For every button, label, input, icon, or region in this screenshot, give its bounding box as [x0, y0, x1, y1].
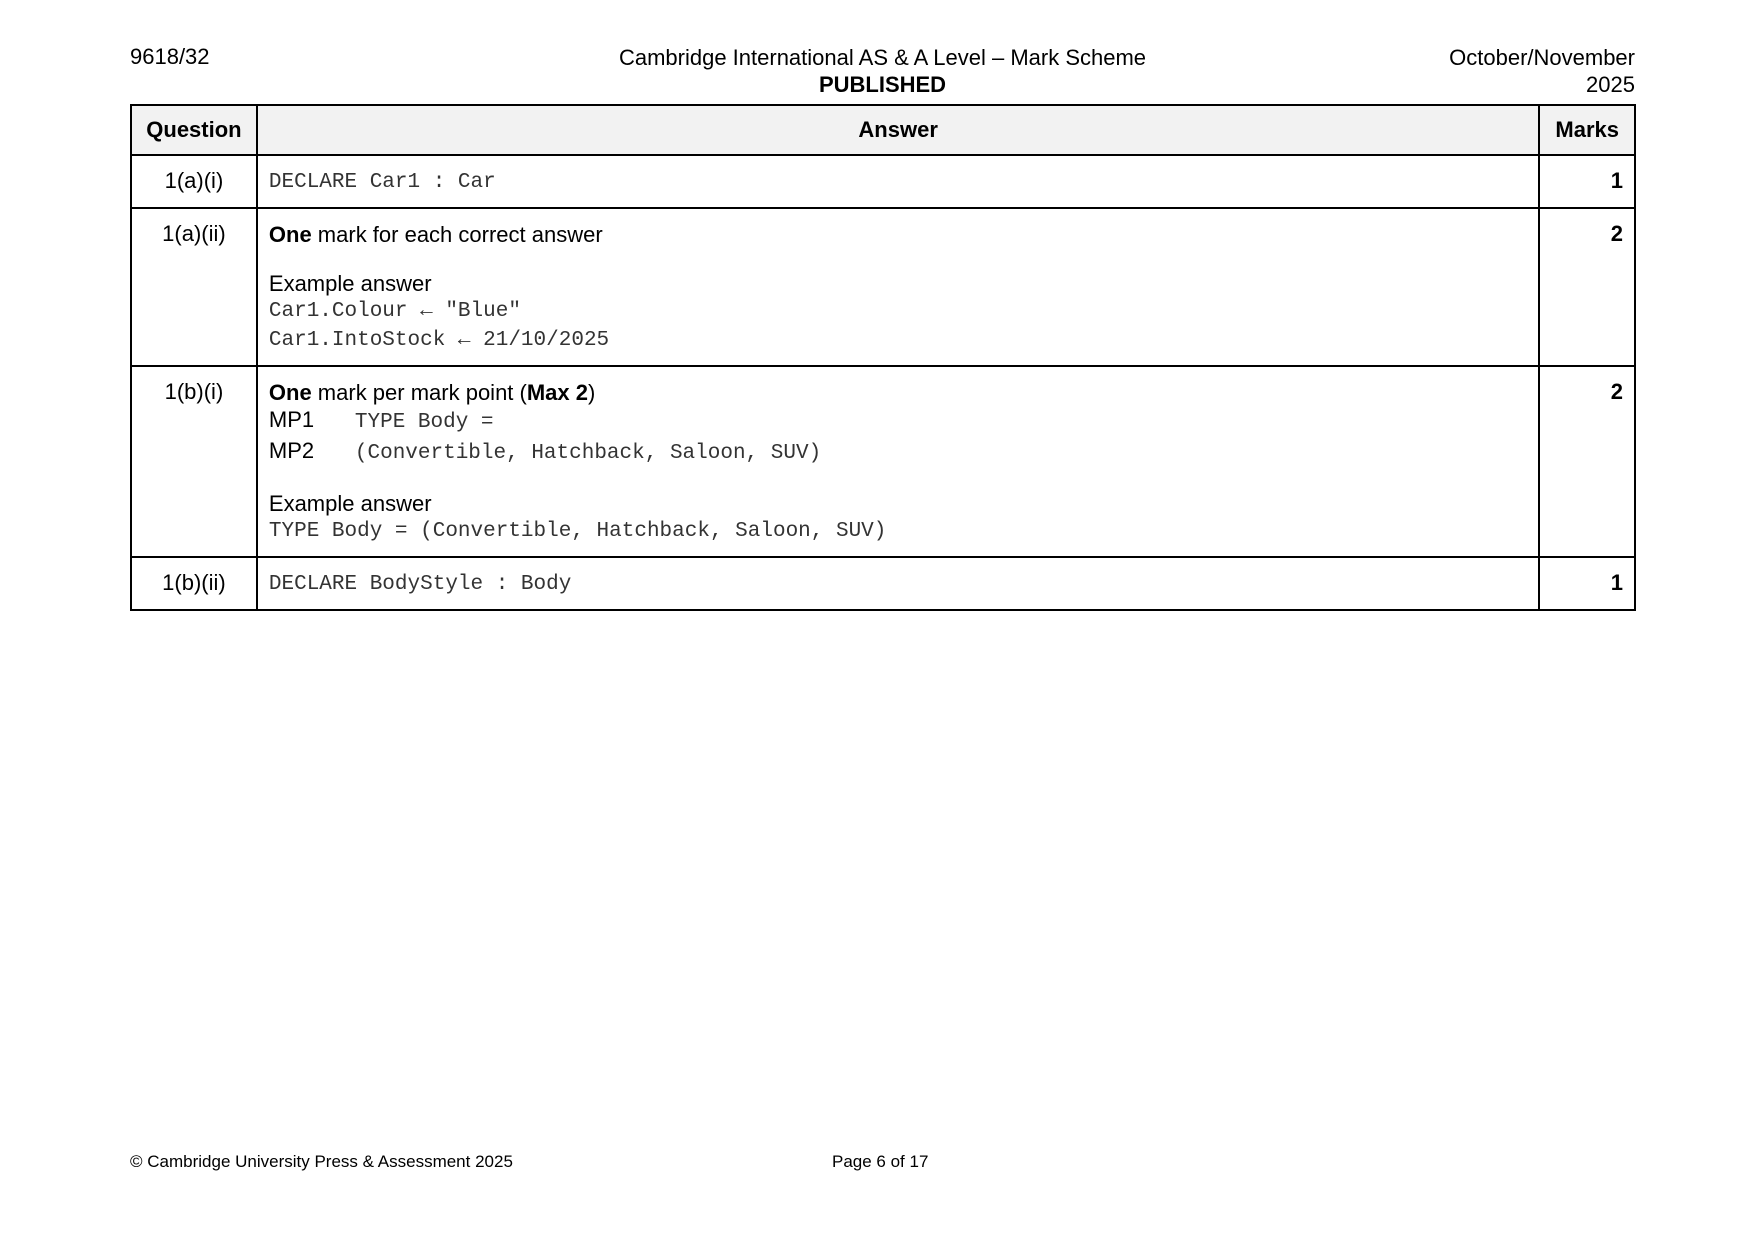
answer-cell — [257, 366, 1540, 557]
question-number: 1(b)(ii) — [131, 557, 257, 610]
example-answer-label: Example answer — [268, 271, 432, 296]
mark-point-label: MP2 — [268, 438, 315, 463]
mark-point — [269, 406, 1529, 437]
marks-column-header: Marks — [1539, 105, 1635, 155]
mark-scheme-table — [130, 104, 1636, 611]
table-row — [131, 557, 1635, 610]
table-header-row — [131, 105, 1635, 155]
marking-instruction: One mark for each correct answer — [268, 222, 603, 247]
marks-value: 2 — [1539, 208, 1635, 366]
mark-point-code: (Convertible, Hatchback, Saloon, SUV) — [354, 442, 822, 465]
document-title-block — [130, 44, 1635, 98]
table-row — [131, 208, 1635, 366]
document-title: Cambridge International AS & A Level – Mark Scheme — [618, 45, 1147, 70]
answer-cell — [257, 155, 1540, 208]
marking-instruction: One mark per mark point (Max 2) — [268, 380, 596, 405]
session-year: 2025 — [1586, 72, 1635, 97]
code-line: TYPE Body = (Convertible, Hatchback, Saloon, SUV) — [268, 520, 887, 543]
question-number: 1(b)(i) — [131, 366, 257, 557]
mark-point-label: MP1 — [268, 407, 315, 432]
marks-value: 1 — [1539, 155, 1635, 208]
question-number: 1(a)(i) — [131, 155, 257, 208]
page-header — [130, 44, 1635, 100]
code-line: Car1.IntoStock ← 21/10/2025 — [268, 329, 610, 352]
copyright-notice: © Cambridge University Press & Assessment 2025 — [130, 1152, 513, 1171]
page-number: Page 6 of 17 — [832, 1152, 929, 1171]
mark-point — [269, 437, 1529, 468]
marks-value: 2 — [1539, 366, 1635, 557]
mark-point-code: TYPE Body = — [354, 411, 494, 434]
table-row — [131, 155, 1635, 208]
code-line: Car1.Colour ← "Blue" — [268, 300, 521, 323]
example-answer-label: Example answer — [268, 491, 432, 516]
answer-cell — [257, 208, 1540, 366]
exam-session — [1449, 44, 1635, 98]
session-month: October/November — [1449, 45, 1635, 70]
answer-column-header: Answer — [257, 105, 1540, 155]
code-line: DECLARE BodyStyle : Body — [268, 573, 572, 596]
published-label: PUBLISHED — [818, 72, 947, 97]
code-line: DECLARE Car1 : Car — [268, 171, 496, 194]
marks-value: 1 — [1539, 557, 1635, 610]
paper-code: 9618/32 — [130, 44, 210, 69]
question-column-header: Question — [131, 105, 257, 155]
answer-cell — [257, 557, 1540, 610]
question-number: 1(a)(ii) — [131, 208, 257, 366]
table-row — [131, 366, 1635, 557]
